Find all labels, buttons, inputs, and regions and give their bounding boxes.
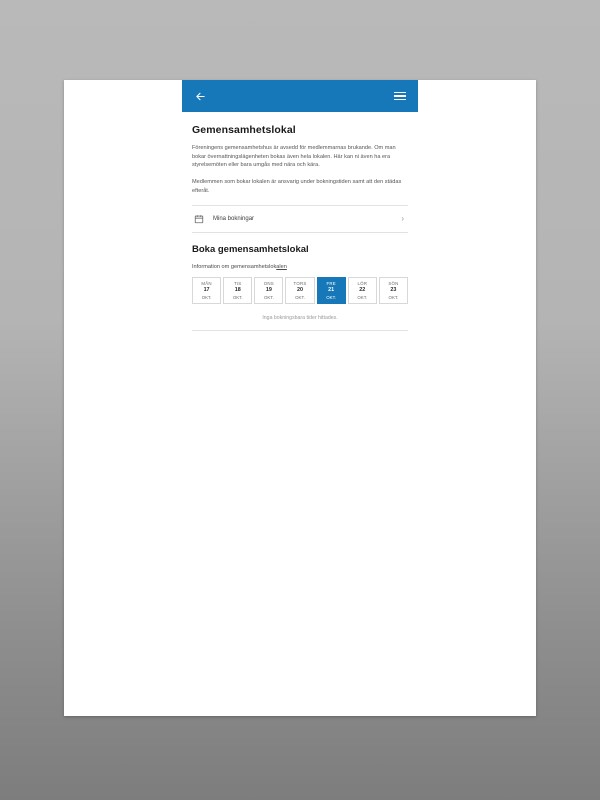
day-month: OKT. <box>326 294 337 300</box>
page-content <box>182 112 418 331</box>
day-number: 21 <box>328 287 335 294</box>
day-dow: MÅN <box>201 281 212 287</box>
day-dow: FRE <box>326 281 336 287</box>
day-option-5[interactable] <box>348 277 377 304</box>
app-frame <box>182 80 418 331</box>
day-month: OKT. <box>232 294 243 300</box>
day-option-0[interactable] <box>192 277 221 304</box>
day-number: 19 <box>265 287 272 294</box>
day-option-4-selected[interactable] <box>317 277 346 304</box>
day-number: 20 <box>296 287 303 294</box>
day-dow: TORS <box>293 281 307 287</box>
description-paragraph-2: Medlemmen som bokar lokalen är ansvarig under bokningstiden samt att den städas efteråt. <box>192 178 402 194</box>
no-slots-message: Inga bokningsbara tider hittades. <box>262 315 338 322</box>
description-paragraph-1: Föreningens gemensamhetshus är avsedd för medlemmarnas brukande. Om man bokar övernattningslägenheten bokas även hela lokalen. Här kan ni även ha era styrelsemöten eller bara umgås med nära och kära. <box>192 145 396 169</box>
day-dow: LÖR <box>357 281 368 287</box>
day-number: 22 <box>359 287 366 294</box>
day-month: OKT. <box>295 294 305 300</box>
chevron-right-icon: › <box>401 214 404 224</box>
day-month: OKT. <box>357 294 368 300</box>
calendar-icon <box>193 213 205 225</box>
content-divider <box>192 330 408 331</box>
day-option-2[interactable] <box>254 277 283 304</box>
day-option-3[interactable] <box>285 277 314 304</box>
day-dow: SÖN <box>388 281 399 287</box>
info-link-suffix: alen <box>276 264 287 271</box>
day-dow: ONS <box>263 281 274 287</box>
my-bookings-row[interactable] <box>192 205 408 233</box>
info-link[interactable] <box>192 264 408 270</box>
my-bookings-label: Mina bokningar <box>213 216 255 223</box>
info-link-prefix: Information om gemensamhetslok <box>192 264 277 271</box>
day-dow: TIS <box>233 281 242 287</box>
hamburger-menu-icon[interactable] <box>392 88 408 104</box>
day-month: OKT. <box>201 294 212 300</box>
back-arrow-icon[interactable] <box>192 88 208 104</box>
app-bar <box>182 80 418 112</box>
day-number: 23 <box>390 287 397 294</box>
page-sheet <box>64 80 536 716</box>
day-number: 18 <box>234 287 241 294</box>
day-option-1[interactable] <box>223 277 252 304</box>
day-option-6[interactable] <box>379 277 408 304</box>
booking-section-title: Boka gemensamhetslokal <box>192 244 309 256</box>
day-month: OKT. <box>388 294 399 300</box>
day-selector[interactable] <box>192 277 408 304</box>
day-month: OKT. <box>263 294 274 300</box>
day-number: 17 <box>203 287 210 294</box>
page-title: Gemensamhetslokal <box>192 124 296 136</box>
